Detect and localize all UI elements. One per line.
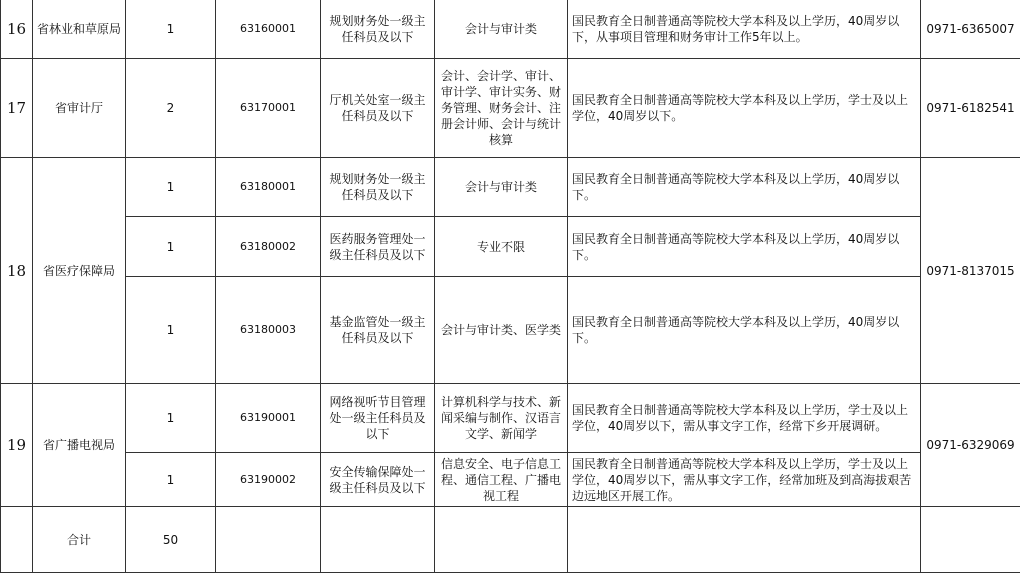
headcount-cell: 1 — [126, 384, 216, 453]
headcount-cell: 1 — [126, 217, 216, 277]
table-row — [1, 384, 1020, 453]
position-code-cell: 63160001 — [216, 0, 321, 59]
row-number: 16 — [1, 0, 33, 59]
phone-cell: 0971-6329069 — [921, 384, 1020, 507]
position-cell: 厅机关处室一级主任科员及以下 — [321, 59, 435, 158]
requirement-cell: 国民教育全日制普通高等院校大学本科及以上学历，40周岁以下。 — [568, 158, 921, 217]
major-cell: 专业不限 — [435, 217, 568, 277]
table-row — [1, 277, 1020, 384]
requirement-cell: 国民教育全日制普通高等院校大学本科及以上学历，学士及以上学位，40周岁以下，需从事文字工作，经常下乡开展调研。 — [568, 384, 921, 453]
total-row — [1, 507, 1020, 573]
position-cell: 规划财务处一级主任科员及以下 — [321, 0, 435, 59]
headcount-cell: 1 — [126, 453, 216, 507]
position-code-cell: 63170001 — [216, 59, 321, 158]
major-cell: 会计与审计类 — [435, 158, 568, 217]
table-row — [1, 453, 1020, 507]
department-cell: 省审计厅 — [33, 59, 126, 158]
empty-cell — [1, 507, 33, 573]
position-code-cell: 63180001 — [216, 158, 321, 217]
row-number: 18 — [1, 158, 33, 384]
empty-cell — [216, 507, 321, 573]
position-code-cell: 63190001 — [216, 384, 321, 453]
major-cell: 会计与审计类 — [435, 0, 568, 59]
position-cell: 规划财务处一级主任科员及以下 — [321, 158, 435, 217]
headcount-cell: 1 — [126, 158, 216, 217]
major-cell: 信息安全、电子信息工程、通信工程、广播电视工程 — [435, 453, 568, 507]
major-cell: 会计、会计学、审计、审计学、审计实务、财务管理、财务会计、注册会计师、会计与统计核算 — [435, 59, 568, 158]
phone-cell: 0971-6365007 — [921, 0, 1020, 59]
empty-cell — [921, 507, 1020, 573]
requirement-cell: 国民教育全日制普通高等院校大学本科及以上学历，40周岁以下，从事项目管理和财务审计工作5年以上。 — [568, 0, 921, 59]
headcount-cell: 1 — [126, 277, 216, 384]
major-cell: 计算机科学与技术、新闻采编与制作、汉语言文学、新闻学 — [435, 384, 568, 453]
table-row — [1, 0, 1020, 59]
headcount-cell: 2 — [126, 59, 216, 158]
row-number: 19 — [1, 384, 33, 507]
empty-cell — [435, 507, 568, 573]
table-row — [1, 158, 1020, 217]
empty-cell — [321, 507, 435, 573]
row-number: 17 — [1, 59, 33, 158]
table-row — [1, 217, 1020, 277]
table-row — [1, 59, 1020, 158]
position-code-cell: 63190002 — [216, 453, 321, 507]
total-count: 50 — [126, 507, 216, 573]
position-cell: 网络视听节目管理处一级主任科员及以下 — [321, 384, 435, 453]
phone-cell: 0971-6182541 — [921, 59, 1020, 158]
headcount-cell: 1 — [126, 0, 216, 59]
requirement-cell: 国民教育全日制普通高等院校大学本科及以上学历，学士及以上学位，40周岁以下。 — [568, 59, 921, 158]
empty-cell — [568, 507, 921, 573]
department-cell: 省医疗保障局 — [33, 158, 126, 384]
requirement-cell: 国民教育全日制普通高等院校大学本科及以上学历，40周岁以下。 — [568, 217, 921, 277]
position-cell: 医药服务管理处一级主任科员及以下 — [321, 217, 435, 277]
position-code-cell: 63180002 — [216, 217, 321, 277]
requirement-cell: 国民教育全日制普通高等院校大学本科及以上学历，学士及以上学位，40周岁以下，需从事文字工作，经常加班及到高海拔艰苦边远地区开展工作。 — [568, 453, 921, 507]
requirement-cell: 国民教育全日制普通高等院校大学本科及以上学历，40周岁以下。 — [568, 277, 921, 384]
position-code-cell: 63180003 — [216, 277, 321, 384]
total-label: 合计 — [33, 507, 126, 573]
position-cell: 基金监管处一级主任科员及以下 — [321, 277, 435, 384]
department-cell: 省广播电视局 — [33, 384, 126, 507]
department-cell: 省林业和草原局 — [33, 0, 126, 59]
position-cell: 安全传输保障处一级主任科员及以下 — [321, 453, 435, 507]
phone-cell: 0971-8137015 — [921, 158, 1020, 384]
major-cell: 会计与审计类、医学类 — [435, 277, 568, 384]
